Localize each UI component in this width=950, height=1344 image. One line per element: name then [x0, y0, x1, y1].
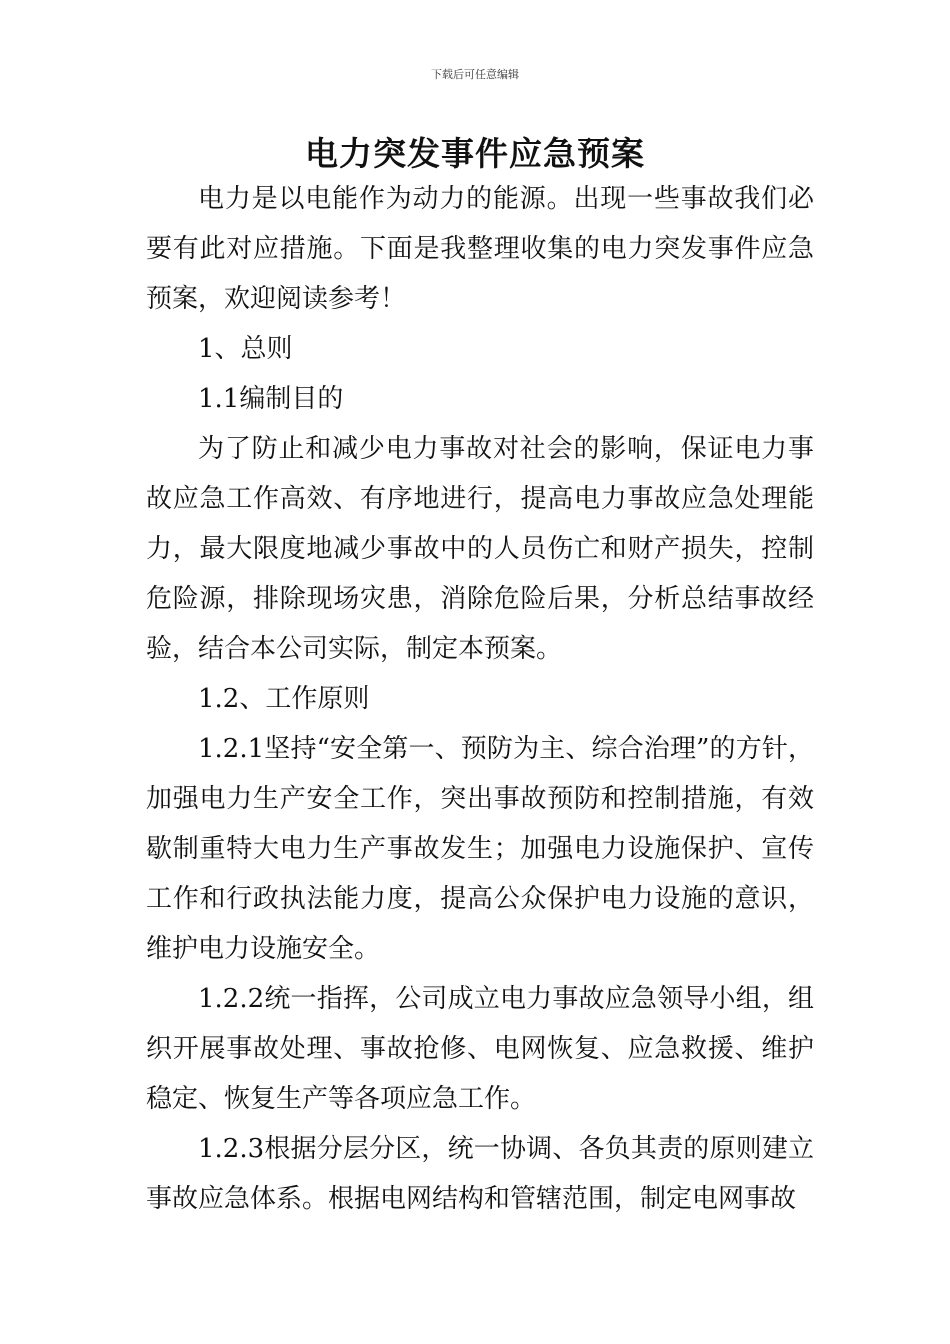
principle-3-paragraph: 1.2.3根据分层分区，统一协调、各负其责的原则建立事故应急体系。根据电网结构和管辖范围，制定电网事故 — [146, 1134, 814, 1214]
intro-paragraph: 电力是以电能作为动力的能源。出现一些事故我们必要有此对应措施。下面是我整理收集的电力突发事件应急预案，欢迎阅读参考！ — [146, 184, 814, 314]
section-heading-general: 1、总则 — [198, 334, 293, 364]
document-body — [146, 174, 814, 1224]
principle-2-paragraph: 1.2.2统一指挥，公司成立电力事故应急领导小组，组织开展事故处理、事故抢修、电网恢复、应急救援、维护稳定、恢复生产等各项应急工作。 — [146, 984, 814, 1114]
principle-1-paragraph: 1.2.1坚持“安全第一、预防为主、综合治理”的方针，加强电力生产安全工作，突出事故预防和控制措施，有效歇制重特大电力生产事故发生；加强电力设施保护、宣传工作和行政执法能力度，提高公众保护电力设施的意识，维护电力设施安全。 — [146, 734, 814, 964]
subsection-heading-principles: 1.2、工作原则 — [198, 684, 370, 714]
purpose-paragraph: 为了防止和减少电力事故对社会的影响，保证电力事故应急工作高效、有序地进行，提高电力事故应急处理能力，最大限度地减少事故中的人员伤亡和财产损失，控制危险源，排除现场灾患，消除危险后果，分析总结事故经验，结合本公司实际，制定本预案。 — [146, 434, 814, 664]
header-note: 下载后可任意编辑 — [431, 68, 519, 81]
subsection-heading-purpose: 1.1编制目的 — [198, 384, 344, 414]
document-title: 电力突发事件应急预案 — [305, 134, 645, 173]
